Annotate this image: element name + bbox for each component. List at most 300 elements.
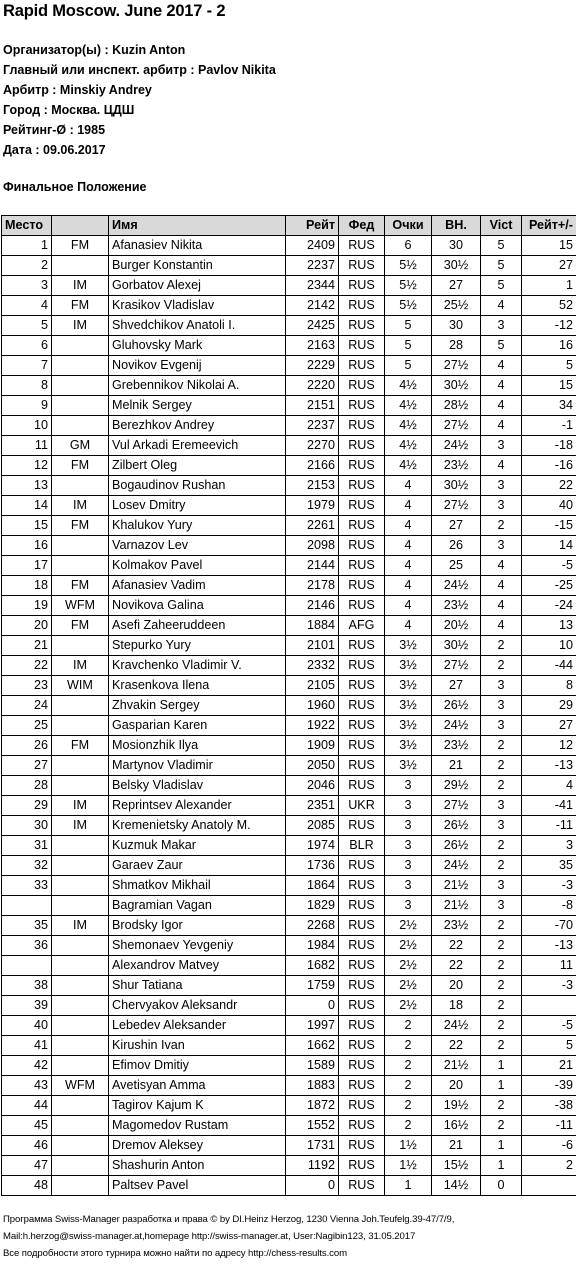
cell-place: 20 bbox=[2, 616, 52, 636]
cell-rating: 1960 bbox=[286, 696, 339, 716]
cell-title bbox=[52, 1036, 109, 1056]
cell-rating: 2425 bbox=[286, 316, 339, 336]
cell-rating: 0 bbox=[286, 996, 339, 1016]
cell-victories: 0 bbox=[481, 1176, 522, 1196]
cell-buchholz: 20 bbox=[432, 1076, 481, 1096]
cell-name: Shur Tatiana bbox=[109, 976, 286, 996]
cell-rating-change: -24 bbox=[522, 596, 576, 616]
cell-points: 5½ bbox=[385, 256, 432, 276]
cell-federation: RUS bbox=[339, 996, 385, 1016]
cell-name: Varnazov Lev bbox=[109, 536, 286, 556]
cell-title bbox=[52, 1116, 109, 1136]
cell-victories: 5 bbox=[481, 236, 522, 256]
cell-name: Shmatkov Mikhail bbox=[109, 876, 286, 896]
info-organizer: Организатор(ы) : Kuzin Anton bbox=[3, 43, 186, 57]
cell-points: 4 bbox=[385, 596, 432, 616]
table-row bbox=[2, 1116, 576, 1136]
cell-victories: 2 bbox=[481, 1036, 522, 1056]
cell-title: IM bbox=[52, 916, 109, 936]
cell-title: FM bbox=[52, 576, 109, 596]
cell-points: 4½ bbox=[385, 456, 432, 476]
cell-rating: 1552 bbox=[286, 1116, 339, 1136]
cell-rating-change: 4 bbox=[522, 776, 576, 796]
cell-federation: RUS bbox=[339, 976, 385, 996]
cell-federation: RUS bbox=[339, 296, 385, 316]
cell-buchholz: 24½ bbox=[432, 436, 481, 456]
col-victories: Vict bbox=[481, 216, 522, 236]
cell-title bbox=[52, 996, 109, 1016]
cell-federation: RUS bbox=[339, 936, 385, 956]
table-header-row bbox=[2, 216, 576, 236]
cell-rating-change: 5 bbox=[522, 1036, 576, 1056]
col-buchholz: ВН. bbox=[432, 216, 481, 236]
cell-rating: 2229 bbox=[286, 356, 339, 376]
cell-name: Kolmakov Pavel bbox=[109, 556, 286, 576]
col-name: Имя bbox=[109, 216, 286, 236]
cell-rating: 2166 bbox=[286, 456, 339, 476]
cell-victories: 2 bbox=[481, 1116, 522, 1136]
cell-name: Brodsky Igor bbox=[109, 916, 286, 936]
cell-points: 4 bbox=[385, 616, 432, 636]
cell-rating: 1731 bbox=[286, 1136, 339, 1156]
table-row bbox=[2, 636, 576, 656]
cell-points: 4 bbox=[385, 476, 432, 496]
cell-rating-change: -38 bbox=[522, 1096, 576, 1116]
cell-place: 24 bbox=[2, 696, 52, 716]
cell-points: 3½ bbox=[385, 656, 432, 676]
cell-points: 3 bbox=[385, 856, 432, 876]
cell-name: Chervyakov Aleksandr bbox=[109, 996, 286, 1016]
cell-title: FM bbox=[52, 456, 109, 476]
cell-federation: RUS bbox=[339, 1136, 385, 1156]
cell-name: Losev Dmitry bbox=[109, 496, 286, 516]
cell-points: 3 bbox=[385, 876, 432, 896]
cell-rating: 2220 bbox=[286, 376, 339, 396]
cell-rating: 1974 bbox=[286, 836, 339, 856]
cell-title: FM bbox=[52, 736, 109, 756]
cell-rating-change: 14 bbox=[522, 536, 576, 556]
cell-title bbox=[52, 956, 109, 976]
cell-points: 3½ bbox=[385, 716, 432, 736]
cell-federation: RUS bbox=[339, 416, 385, 436]
cell-title: WIM bbox=[52, 676, 109, 696]
cell-rating: 1979 bbox=[286, 496, 339, 516]
cell-title bbox=[52, 776, 109, 796]
cell-place: 13 bbox=[2, 476, 52, 496]
cell-rating-change: -3 bbox=[522, 976, 576, 996]
standings-table bbox=[1, 215, 576, 1196]
cell-federation: RUS bbox=[339, 336, 385, 356]
cell-place: 5 bbox=[2, 316, 52, 336]
cell-victories: 4 bbox=[481, 596, 522, 616]
cell-points: 2 bbox=[385, 1076, 432, 1096]
cell-title bbox=[52, 1096, 109, 1116]
cell-place: 6 bbox=[2, 336, 52, 356]
cell-federation: RUS bbox=[339, 356, 385, 376]
cell-place: 16 bbox=[2, 536, 52, 556]
table-row bbox=[2, 716, 576, 736]
cell-buchholz: 27½ bbox=[432, 656, 481, 676]
cell-place: 42 bbox=[2, 1056, 52, 1076]
cell-buchholz: 29½ bbox=[432, 776, 481, 796]
cell-place: 28 bbox=[2, 776, 52, 796]
cell-buchholz: 23½ bbox=[432, 736, 481, 756]
cell-points: 4½ bbox=[385, 396, 432, 416]
cell-rating-change: 34 bbox=[522, 396, 576, 416]
cell-title: WFM bbox=[52, 596, 109, 616]
cell-rating: 2098 bbox=[286, 536, 339, 556]
cell-place: 43 bbox=[2, 1076, 52, 1096]
cell-victories: 1 bbox=[481, 1076, 522, 1096]
cell-federation: RUS bbox=[339, 576, 385, 596]
cell-victories: 2 bbox=[481, 836, 522, 856]
cell-title bbox=[52, 876, 109, 896]
cell-rating: 2351 bbox=[286, 796, 339, 816]
cell-federation: RUS bbox=[339, 736, 385, 756]
cell-name: Berezhkov Andrey bbox=[109, 416, 286, 436]
cell-name: Lebedev Aleksander bbox=[109, 1016, 286, 1036]
cell-title: IM bbox=[52, 816, 109, 836]
cell-points: 2½ bbox=[385, 956, 432, 976]
cell-name: Dremov Aleksey bbox=[109, 1136, 286, 1156]
table-row bbox=[2, 496, 576, 516]
cell-name: Burger Konstantin bbox=[109, 256, 286, 276]
table-row bbox=[2, 336, 576, 356]
cell-points: 2 bbox=[385, 1096, 432, 1116]
cell-federation: RUS bbox=[339, 456, 385, 476]
cell-place: 41 bbox=[2, 1036, 52, 1056]
cell-rating-change: -8 bbox=[522, 896, 576, 916]
cell-buchholz: 30½ bbox=[432, 476, 481, 496]
cell-name: Gluhovsky Mark bbox=[109, 336, 286, 356]
cell-rating: 2332 bbox=[286, 656, 339, 676]
table-row bbox=[2, 516, 576, 536]
cell-victories: 4 bbox=[481, 356, 522, 376]
cell-points: 4½ bbox=[385, 376, 432, 396]
cell-place: 44 bbox=[2, 1096, 52, 1116]
cell-rating: 1984 bbox=[286, 936, 339, 956]
cell-place: 23 bbox=[2, 676, 52, 696]
cell-federation: RUS bbox=[339, 696, 385, 716]
cell-title bbox=[52, 536, 109, 556]
cell-rating: 1589 bbox=[286, 1056, 339, 1076]
cell-title bbox=[52, 1016, 109, 1036]
cell-place: 1 bbox=[2, 236, 52, 256]
info-arbiter: Арбитр : Minskiy Andrey bbox=[3, 83, 152, 97]
cell-rating: 2151 bbox=[286, 396, 339, 416]
cell-rating: 1662 bbox=[286, 1036, 339, 1056]
cell-buchholz: 27 bbox=[432, 276, 481, 296]
cell-victories: 3 bbox=[481, 716, 522, 736]
cell-victories: 2 bbox=[481, 656, 522, 676]
cell-buchholz: 27 bbox=[432, 676, 481, 696]
cell-rating-change: -1 bbox=[522, 416, 576, 436]
cell-victories: 3 bbox=[481, 796, 522, 816]
table-row bbox=[2, 896, 576, 916]
cell-points: 4½ bbox=[385, 436, 432, 456]
table-row bbox=[2, 596, 576, 616]
cell-place: 45 bbox=[2, 1116, 52, 1136]
cell-rating: 2268 bbox=[286, 916, 339, 936]
cell-title bbox=[52, 356, 109, 376]
cell-points: 5 bbox=[385, 336, 432, 356]
cell-federation: RUS bbox=[339, 636, 385, 656]
cell-place: 15 bbox=[2, 516, 52, 536]
cell-victories: 4 bbox=[481, 616, 522, 636]
cell-victories: 4 bbox=[481, 576, 522, 596]
cell-title: FM bbox=[52, 236, 109, 256]
cell-title: GM bbox=[52, 436, 109, 456]
table-row bbox=[2, 736, 576, 756]
cell-name: Kuzmuk Makar bbox=[109, 836, 286, 856]
cell-federation: RUS bbox=[339, 656, 385, 676]
cell-victories: 3 bbox=[481, 676, 522, 696]
cell-rating: 2270 bbox=[286, 436, 339, 456]
cell-victories: 2 bbox=[481, 1016, 522, 1036]
cell-name: Shashurin Anton bbox=[109, 1156, 286, 1176]
table-row bbox=[2, 756, 576, 776]
cell-place: 32 bbox=[2, 856, 52, 876]
cell-title bbox=[52, 856, 109, 876]
cell-rating-change: 11 bbox=[522, 956, 576, 976]
cell-place: 29 bbox=[2, 796, 52, 816]
cell-victories: 3 bbox=[481, 496, 522, 516]
table-row bbox=[2, 936, 576, 956]
cell-points: 2½ bbox=[385, 976, 432, 996]
cell-buchholz: 23½ bbox=[432, 596, 481, 616]
cell-rating-change: -39 bbox=[522, 1076, 576, 1096]
table-row bbox=[2, 916, 576, 936]
cell-rating: 2344 bbox=[286, 276, 339, 296]
cell-name: Garaev Zaur bbox=[109, 856, 286, 876]
cell-federation: RUS bbox=[339, 516, 385, 536]
cell-victories: 5 bbox=[481, 336, 522, 356]
cell-title bbox=[52, 976, 109, 996]
cell-buchholz: 25½ bbox=[432, 296, 481, 316]
cell-title: FM bbox=[52, 516, 109, 536]
cell-name: Melnik Sergey bbox=[109, 396, 286, 416]
cell-victories: 3 bbox=[481, 696, 522, 716]
cell-rating-change: 40 bbox=[522, 496, 576, 516]
cell-rating: 2153 bbox=[286, 476, 339, 496]
cell-rating: 0 bbox=[286, 1176, 339, 1196]
cell-rating: 1864 bbox=[286, 876, 339, 896]
cell-buchholz: 21 bbox=[432, 756, 481, 776]
cell-place: 10 bbox=[2, 416, 52, 436]
cell-place: 7 bbox=[2, 356, 52, 376]
table-row bbox=[2, 876, 576, 896]
cell-victories: 5 bbox=[481, 256, 522, 276]
section-title: Финальное Положение bbox=[3, 180, 147, 194]
cell-points: 3 bbox=[385, 816, 432, 836]
cell-victories: 4 bbox=[481, 396, 522, 416]
cell-name: Reprintsev Alexander bbox=[109, 796, 286, 816]
cell-federation: RUS bbox=[339, 1116, 385, 1136]
cell-place: 26 bbox=[2, 736, 52, 756]
cell-victories: 1 bbox=[481, 1056, 522, 1076]
cell-name: Kremenietsky Anatoly M. bbox=[109, 816, 286, 836]
cell-name: Magomedov Rustam bbox=[109, 1116, 286, 1136]
cell-rating-change: -5 bbox=[522, 1016, 576, 1036]
cell-place: 33 bbox=[2, 876, 52, 896]
cell-rating: 2105 bbox=[286, 676, 339, 696]
cell-name: Paltsev Pavel bbox=[109, 1176, 286, 1196]
cell-buchholz: 28½ bbox=[432, 396, 481, 416]
cell-name: Gorbatov Alexej bbox=[109, 276, 286, 296]
table-row bbox=[2, 1016, 576, 1036]
cell-name: Asefi Zaheeruddeen bbox=[109, 616, 286, 636]
table-row bbox=[2, 576, 576, 596]
cell-title bbox=[52, 476, 109, 496]
cell-buchholz: 18 bbox=[432, 996, 481, 1016]
cell-rating-change: 35 bbox=[522, 856, 576, 876]
cell-title bbox=[52, 1156, 109, 1176]
cell-points: 3 bbox=[385, 776, 432, 796]
cell-buchholz: 16½ bbox=[432, 1116, 481, 1136]
cell-victories: 3 bbox=[481, 896, 522, 916]
cell-title bbox=[52, 636, 109, 656]
cell-rating-change: 2 bbox=[522, 1156, 576, 1176]
cell-title bbox=[52, 336, 109, 356]
table-row bbox=[2, 1056, 576, 1076]
cell-buchholz: 28 bbox=[432, 336, 481, 356]
table-row bbox=[2, 976, 576, 996]
cell-name: Shvedchikov Anatoli I. bbox=[109, 316, 286, 336]
cell-buchholz: 23½ bbox=[432, 456, 481, 476]
table-row bbox=[2, 856, 576, 876]
cell-name: Kravchenko Vladimir V. bbox=[109, 656, 286, 676]
cell-title bbox=[52, 696, 109, 716]
cell-victories: 4 bbox=[481, 376, 522, 396]
cell-rating-change: -25 bbox=[522, 576, 576, 596]
cell-title bbox=[52, 1056, 109, 1076]
table-row bbox=[2, 236, 576, 256]
cell-victories: 2 bbox=[481, 756, 522, 776]
cell-rating: 1829 bbox=[286, 896, 339, 916]
cell-rating: 2101 bbox=[286, 636, 339, 656]
cell-place: 9 bbox=[2, 396, 52, 416]
cell-rating: 1872 bbox=[286, 1096, 339, 1116]
cell-federation: RUS bbox=[339, 856, 385, 876]
cell-title: IM bbox=[52, 276, 109, 296]
cell-name: Bogaudinov Rushan bbox=[109, 476, 286, 496]
cell-title bbox=[52, 716, 109, 736]
table-row bbox=[2, 1136, 576, 1156]
cell-federation: RUS bbox=[339, 476, 385, 496]
cell-federation: RUS bbox=[339, 716, 385, 736]
cell-points: 4 bbox=[385, 576, 432, 596]
cell-points: 2 bbox=[385, 1036, 432, 1056]
cell-place: 46 bbox=[2, 1136, 52, 1156]
cell-federation: BLR bbox=[339, 836, 385, 856]
footer-copyright: Программа Swiss-Manager разработка и права © by DI.Heinz Herzog, 1230 Vienna Joh.Teufelg.39-47/7/9, bbox=[3, 1214, 455, 1225]
cell-place: 11 bbox=[2, 436, 52, 456]
cell-rating: 2163 bbox=[286, 336, 339, 356]
cell-rating: 2146 bbox=[286, 596, 339, 616]
cell-title bbox=[52, 376, 109, 396]
cell-place: 8 bbox=[2, 376, 52, 396]
cell-title bbox=[52, 936, 109, 956]
cell-buchholz: 27 bbox=[432, 516, 481, 536]
cell-federation: RUS bbox=[339, 876, 385, 896]
cell-place: 17 bbox=[2, 556, 52, 576]
cell-federation: RUS bbox=[339, 1016, 385, 1036]
cell-federation: RUS bbox=[339, 756, 385, 776]
cell-points: 3½ bbox=[385, 696, 432, 716]
table-row bbox=[2, 1156, 576, 1176]
table-row bbox=[2, 356, 576, 376]
cell-buchholz: 20 bbox=[432, 976, 481, 996]
cell-place: 48 bbox=[2, 1176, 52, 1196]
cell-name: Martynov Vladimir bbox=[109, 756, 286, 776]
table-row bbox=[2, 556, 576, 576]
cell-victories: 1 bbox=[481, 1136, 522, 1156]
cell-rating-change: 13 bbox=[522, 616, 576, 636]
cell-buchholz: 27½ bbox=[432, 416, 481, 436]
cell-points: 5 bbox=[385, 356, 432, 376]
table-row bbox=[2, 1096, 576, 1116]
cell-buchholz: 26½ bbox=[432, 696, 481, 716]
cell-place: 2 bbox=[2, 256, 52, 276]
cell-points: 2 bbox=[385, 1016, 432, 1036]
cell-rating-change: 21 bbox=[522, 1056, 576, 1076]
cell-federation: RUS bbox=[339, 316, 385, 336]
cell-rating-change: -13 bbox=[522, 936, 576, 956]
cell-buchholz: 30½ bbox=[432, 636, 481, 656]
cell-points: 3½ bbox=[385, 756, 432, 776]
table-row bbox=[2, 816, 576, 836]
cell-name: Vul Arkadi Eremeevich bbox=[109, 436, 286, 456]
cell-federation: RUS bbox=[339, 436, 385, 456]
cell-federation: RUS bbox=[339, 1156, 385, 1176]
cell-place: 12 bbox=[2, 456, 52, 476]
cell-title bbox=[52, 1176, 109, 1196]
cell-federation: RUS bbox=[339, 596, 385, 616]
cell-rating: 1736 bbox=[286, 856, 339, 876]
cell-name: Kirushin Ivan bbox=[109, 1036, 286, 1056]
cell-rating-change: -11 bbox=[522, 816, 576, 836]
cell-title: IM bbox=[52, 496, 109, 516]
cell-victories: 2 bbox=[481, 856, 522, 876]
cell-buchholz: 21½ bbox=[432, 896, 481, 916]
cell-rating-change: -12 bbox=[522, 316, 576, 336]
cell-title bbox=[52, 416, 109, 436]
cell-name: Novikova Galina bbox=[109, 596, 286, 616]
cell-place: 22 bbox=[2, 656, 52, 676]
cell-rating-change: -11 bbox=[522, 1116, 576, 1136]
cell-name: Alexandrov Matvey bbox=[109, 956, 286, 976]
cell-buchholz: 30 bbox=[432, 236, 481, 256]
cell-points: 4 bbox=[385, 556, 432, 576]
cell-victories: 3 bbox=[481, 476, 522, 496]
cell-victories: 2 bbox=[481, 996, 522, 1016]
cell-rating-change: -16 bbox=[522, 456, 576, 476]
cell-rating: 1759 bbox=[286, 976, 339, 996]
col-rating: Рейт bbox=[286, 216, 339, 236]
cell-place: 21 bbox=[2, 636, 52, 656]
cell-points: 5½ bbox=[385, 276, 432, 296]
cell-buchholz: 25 bbox=[432, 556, 481, 576]
cell-buchholz: 26½ bbox=[432, 816, 481, 836]
cell-victories: 5 bbox=[481, 276, 522, 296]
table-row bbox=[2, 396, 576, 416]
cell-rating-change: 12 bbox=[522, 736, 576, 756]
cell-federation: RUS bbox=[339, 376, 385, 396]
cell-rating: 1922 bbox=[286, 716, 339, 736]
cell-name: Zilbert Oleg bbox=[109, 456, 286, 476]
cell-points: 1 bbox=[385, 1176, 432, 1196]
cell-federation: RUS bbox=[339, 496, 385, 516]
